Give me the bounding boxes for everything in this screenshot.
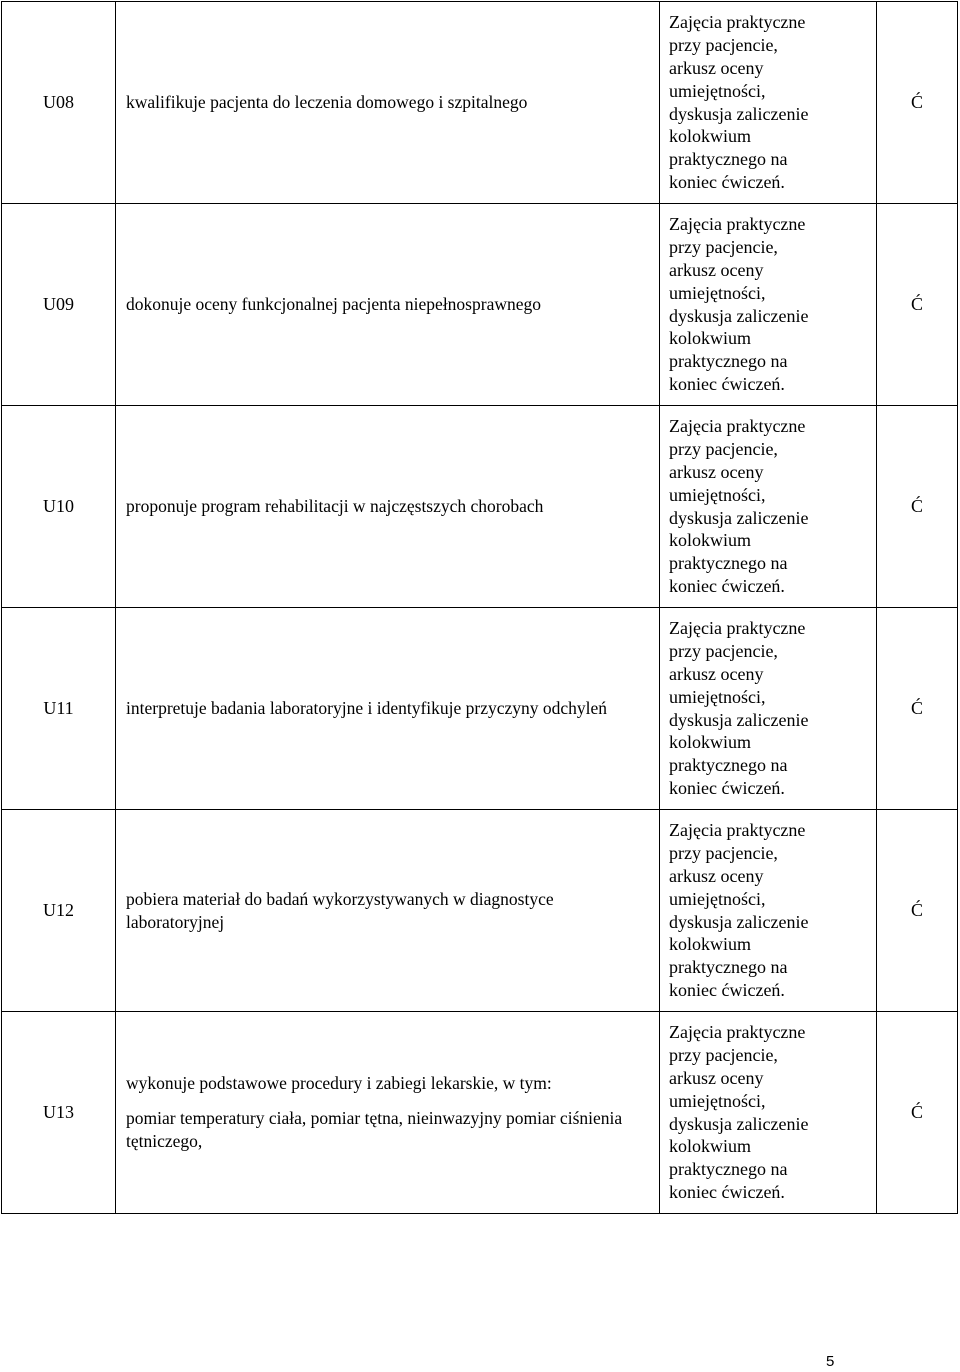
method-line: kolokwium [669,530,752,551]
method-line: Zajęcia praktyczne [669,214,806,235]
table-row [2,608,958,810]
method-line: praktycznego na [669,351,788,372]
method-line: dyskusja zaliczenie [669,103,809,124]
outcome-code: U13 [2,1012,116,1214]
table-row [2,810,958,1012]
method-line: Zajęcia praktyczne [669,1022,806,1043]
outcome-description [116,406,660,608]
method-line: przy pacjencie, [669,1045,778,1066]
description-paragraph: wykonuje podstawowe procedury i zabiegi lekarskie, w tym: [126,1073,552,1093]
description-paragraph: kwalifikuje pacjenta do leczenia domowego i szpitalnego [126,92,528,112]
outcome-description [116,1012,660,1214]
method-line: Zajęcia praktyczne [669,12,806,33]
method-line: dyskusja zaliczenie [669,709,809,730]
method-line: umiejętności, [669,484,766,505]
table-row [2,1012,958,1214]
method-line: praktycznego na [669,1159,788,1180]
outcome-code: U08 [2,2,116,204]
method-line: koniec ćwiczeń. [669,777,785,798]
verification-method [660,608,877,810]
method-line: dyskusja zaliczenie [669,305,809,326]
method-line: dyskusja zaliczenie [669,507,809,528]
class-form: Ć [877,1012,958,1214]
method-line: arkusz oceny [669,461,764,482]
method-line: praktycznego na [669,553,788,574]
class-form: Ć [877,204,958,406]
method-line: umiejętności, [669,80,766,101]
method-line: umiejętności, [669,1090,766,1111]
outcome-description [116,608,660,810]
method-line: kolokwium [669,328,752,349]
verification-method [660,1012,877,1214]
page-number: 5 [826,1353,835,1370]
class-form: Ć [877,2,958,204]
learning-outcomes-table [1,1,958,1214]
method-line: przy pacjencie, [669,439,778,460]
outcome-code: U11 [2,608,116,810]
verification-method [660,406,877,608]
method-line: praktycznego na [669,755,788,776]
description-paragraph: pomiar temperatury ciała, pomiar tętna, nieinwazyjny pomiar ciśnienia tętniczego, [126,1108,623,1151]
class-form: Ć [877,608,958,810]
method-line: koniec ćwiczeń. [669,171,785,192]
table-row [2,204,958,406]
method-line: arkusz oceny [669,1067,764,1088]
method-line: kolokwium [669,934,752,955]
method-line: koniec ćwiczeń. [669,1181,785,1202]
outcome-description [116,810,660,1012]
method-line: kolokwium [669,126,752,147]
verification-method [660,204,877,406]
method-line: koniec ćwiczeń. [669,575,785,596]
method-line: Zajęcia praktyczne [669,618,806,639]
table-body [2,2,958,1214]
verification-method [660,810,877,1012]
method-line: Zajęcia praktyczne [669,820,806,841]
outcome-code: U12 [2,810,116,1012]
verification-method [660,2,877,204]
class-form: Ć [877,810,958,1012]
method-line: dyskusja zaliczenie [669,911,809,932]
method-line: arkusz oceny [669,663,764,684]
class-form: Ć [877,406,958,608]
description-paragraph: pobiera materiał do badań wykorzystywanych w diagnostyce laboratoryjnej [126,888,554,932]
table-row [2,2,958,204]
method-line: dyskusja zaliczenie [669,1113,809,1134]
description-paragraph: proponuje program rehabilitacji w najczęstszych chorobach [126,496,544,516]
method-line: praktycznego na [669,957,788,978]
outcome-code: U09 [2,204,116,406]
outcome-code: U10 [2,406,116,608]
method-line: kolokwium [669,732,752,753]
description-paragraph: interpretuje badania laboratoryjne i identyfikuje przyczyny odchyleń [126,698,608,718]
method-line: umiejętności, [669,888,766,909]
method-line: arkusz oceny [669,259,764,280]
method-line: Zajęcia praktyczne [669,416,806,437]
method-line: przy pacjencie, [669,843,778,864]
description-paragraph: dokonuje oceny funkcjonalnej pacjenta niepełnosprawnego [126,294,541,314]
method-line: koniec ćwiczeń. [669,979,785,1000]
outcome-description [116,204,660,406]
method-line: przy pacjencie, [669,641,778,662]
outcome-description [116,2,660,204]
method-line: przy pacjencie, [669,237,778,258]
method-line: przy pacjencie, [669,35,778,56]
method-line: arkusz oceny [669,57,764,78]
method-line: kolokwium [669,1136,752,1157]
table-row [2,406,958,608]
method-line: praktycznego na [669,149,788,170]
method-line: arkusz oceny [669,865,764,886]
method-line: umiejętności, [669,686,766,707]
method-line: koniec ćwiczeń. [669,373,785,394]
method-line: umiejętności, [669,282,766,303]
